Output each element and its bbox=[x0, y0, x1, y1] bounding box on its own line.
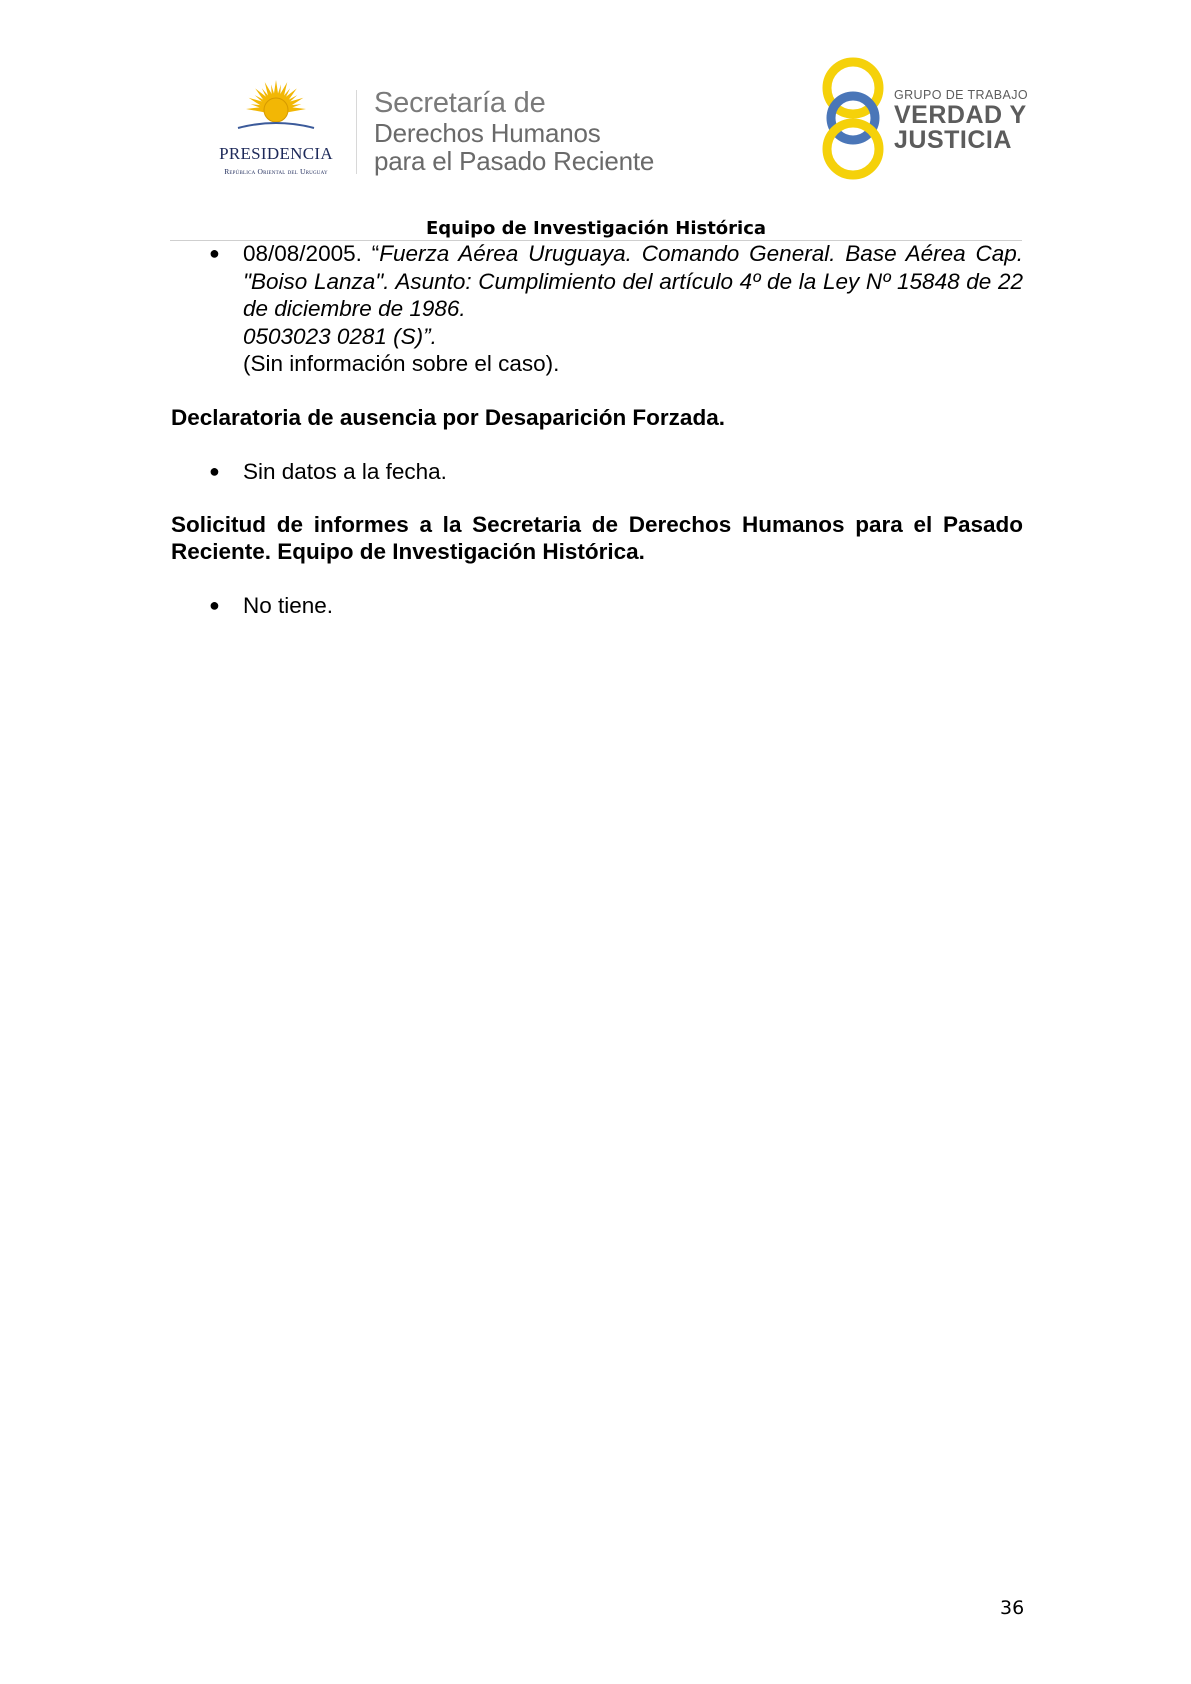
bullet-list-1 bbox=[171, 240, 1023, 378]
secretaria-line-3: para el Pasado Reciente bbox=[374, 146, 655, 176]
secretaria-line-2: Derechos Humanos bbox=[374, 118, 601, 148]
bullet-icon: ● bbox=[209, 243, 220, 263]
section-heading-declaratoria: Declaratoria de ausencia por Desaparición Forzada. bbox=[171, 404, 725, 430]
bullet-icon: ● bbox=[209, 594, 220, 615]
linked-rings-icon bbox=[820, 56, 886, 181]
secretaria-logo-text bbox=[374, 88, 654, 175]
bullet-icon: ● bbox=[209, 461, 220, 481]
list-item bbox=[171, 458, 1023, 486]
presidencia-logo bbox=[196, 78, 356, 178]
item-note: (Sin información sobre el caso). bbox=[243, 351, 560, 376]
verdad-label: VERDAD Y bbox=[894, 101, 1027, 129]
item-code: 0503023 0281 (S)”. bbox=[243, 323, 437, 349]
running-head: Equipo de Investigación Histórica bbox=[425, 218, 767, 239]
list-item bbox=[171, 592, 1023, 620]
page-number: 36 bbox=[1000, 1597, 1025, 1619]
verdad-justicia-logo bbox=[820, 56, 1030, 181]
document-body bbox=[171, 240, 1023, 619]
presidencia-title: PRESIDENCIA bbox=[219, 144, 333, 163]
item-text: Sin datos a la fecha. bbox=[243, 459, 447, 484]
sun-emblem-icon bbox=[236, 78, 316, 140]
section-heading-solicitud: Solicitud de informes a la Secretaria de Derechos Humanos para el Pasado Reciente. Equipo de Investigación Histórica. bbox=[171, 511, 1023, 564]
grupo-de-trabajo-label: GRUPO DE TRABAJO bbox=[894, 88, 1028, 102]
presidencia-subtitle: República Oriental del Uruguay bbox=[224, 167, 328, 176]
list-item bbox=[171, 240, 1023, 378]
item-text: No tiene. bbox=[243, 592, 334, 618]
item-date: 08/08/2005. “ bbox=[243, 241, 380, 266]
item-italic-text: Fuerza Aérea Uruguaya. Comando General. Base Aérea Cap. "Boiso Lanza". Asunto: Cumplimiento del artículo 4º de la Ley Nº 15848 de 22 de diciembre de 1986. bbox=[243, 241, 1023, 321]
justicia-label: JUSTICIA bbox=[894, 126, 1012, 154]
secretaria-line-1: Secretaría de bbox=[374, 87, 546, 119]
header-separator bbox=[356, 90, 357, 174]
bullet-list-2 bbox=[171, 458, 1023, 486]
bullet-list-3 bbox=[171, 592, 1023, 620]
